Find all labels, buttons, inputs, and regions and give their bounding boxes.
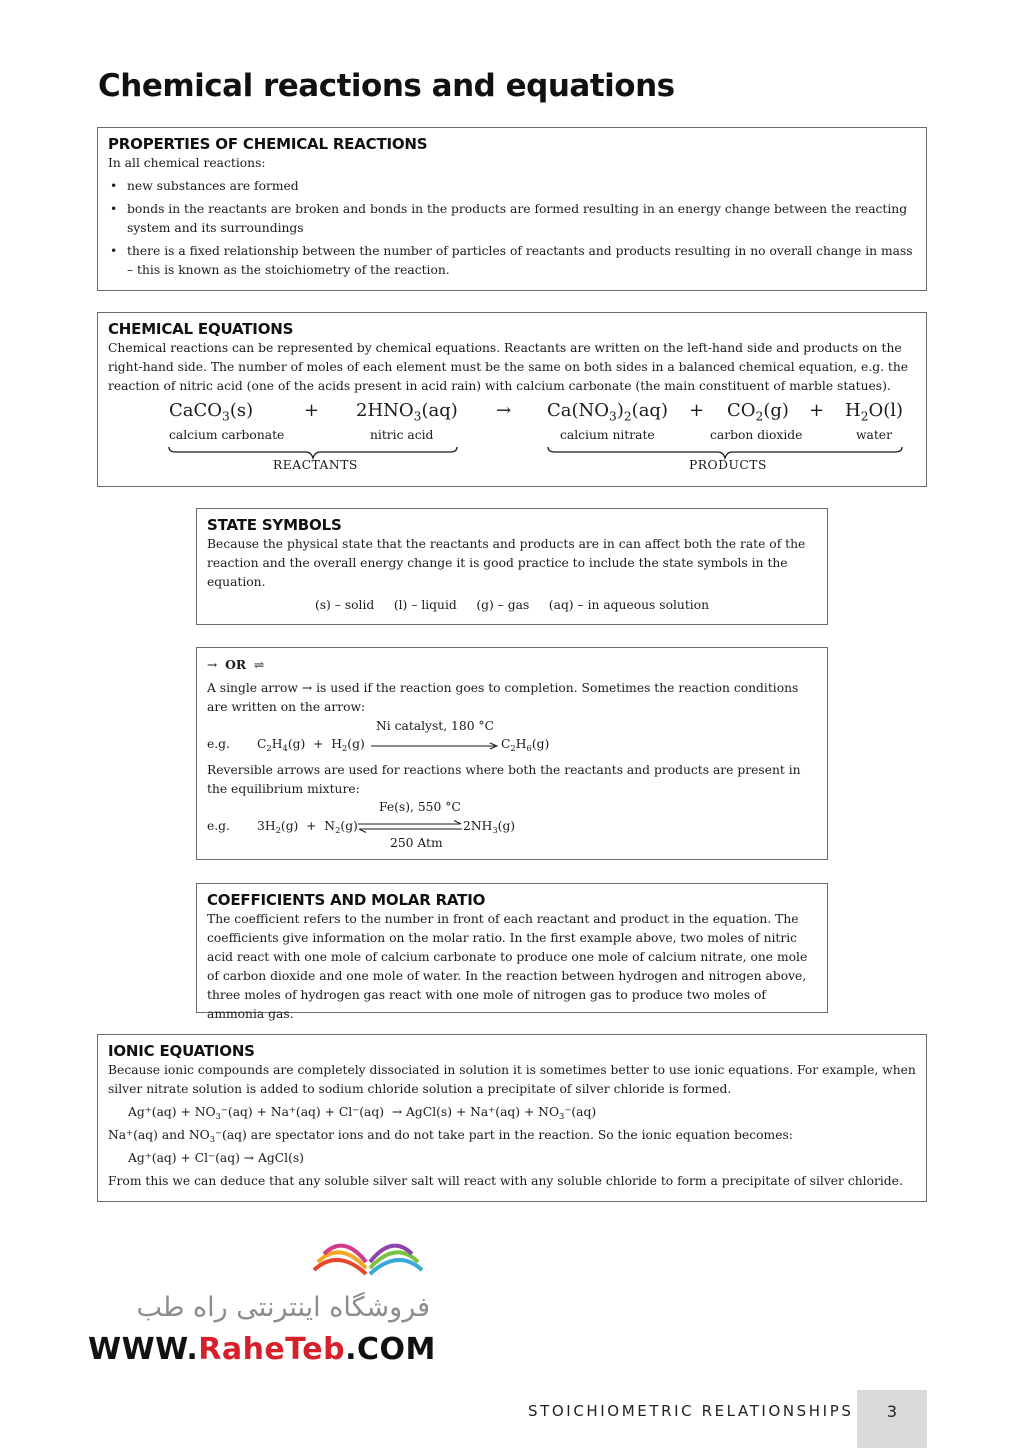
name-caco3: calcium carbonate xyxy=(169,428,285,442)
list-item: • bonds in the reactants are broken and bonds in the products are formed resulting in an energy change between the reacting system and its surroundings xyxy=(108,200,916,238)
equations-box xyxy=(97,312,927,487)
name-hno3: nitric acid xyxy=(370,428,434,442)
balanced-equation xyxy=(108,400,916,480)
ionic-heading: IONIC EQUATIONS xyxy=(108,1042,255,1060)
watermark-url xyxy=(88,1332,436,1367)
spectator-tail: are spectator ions and do not take part in the reaction. So the ionic equation becomes: xyxy=(246,1128,793,1142)
equations-body: Chemical reactions can be represented by chemical equations. Reactants are written on the left-hand side and products on the right-hand side. The number of moles of each element must be the same on both sides in a balanced chemical equation, e.g. the reaction of nitric acid (one of the acids present in acid rain) with calcium carbonate (the main constituent of marble statues). xyxy=(108,341,909,393)
url-brand: RaheTeb xyxy=(198,1332,346,1367)
plus-sign: + xyxy=(689,400,705,421)
full-ionic-equation: $Ag^+(aq) + NO_3^-(aq) + Na^+(aq) + Cl^-(aq)$ → AgCl(s) + $Na^+(aq) + NO_3^-(aq)$ xyxy=(128,1104,597,1121)
properties-heading: PROPERTIES OF CHEMICAL REACTIONS xyxy=(108,135,428,153)
arrows-heading-or: OR xyxy=(225,657,247,672)
reversible-arrow-icon: ⇌ xyxy=(253,658,265,672)
single-arrow-text: A single arrow → is used if the reaction goes to completion. Sometimes the reaction conditions are written on the arrow: xyxy=(207,681,799,714)
example-1-eg: e.g. xyxy=(207,737,230,751)
reversible-text: Reversible arrows are used for reactions where both the reactants and products are present in the equilibrium mixture: xyxy=(207,763,801,796)
list-item: • new substances are formed xyxy=(108,177,916,196)
plus-sign: + xyxy=(809,400,825,421)
single-arrow-icon: → xyxy=(207,658,218,672)
example-1-reactants: $C_2H_4(g) + H_2(g)$ xyxy=(257,737,365,753)
state-symbols-body: Because the physical state that the reactants and products are in can affect both the rate of the reaction and the overall energy change it is good practice to include the state symbols in the equation. xyxy=(207,537,806,589)
plus-sign: + xyxy=(304,400,320,421)
watermark-persian: فروشگاه اینترنتی راه طب xyxy=(136,1292,430,1323)
properties-box xyxy=(97,127,927,291)
arrows-box xyxy=(196,647,828,860)
example-2 xyxy=(207,799,817,855)
formula-caco3: CaCO$_3$(s) xyxy=(169,400,254,424)
formula-co2: $CO_2(g)$ xyxy=(727,400,789,424)
example-1-product: $C_2H_6(g)$ xyxy=(501,737,550,753)
list-item: • there is a fixed relationship between the number of particles of reactants and products resulting in no overall change in mass – this is known as the stoichiometry of the reaction. xyxy=(108,242,916,280)
properties-list xyxy=(108,177,916,280)
state-symbols-box xyxy=(196,508,828,625)
example-1-conditions: Ni catalyst, 180 °C xyxy=(376,719,494,733)
coefficients-box xyxy=(196,883,828,1021)
example-2-conditions-bottom: 250 Atm xyxy=(390,836,443,850)
page-number-box xyxy=(857,1390,927,1448)
net-ionic-equation: Ag+(aq) + Cl−(aq) → AgCl(s) xyxy=(128,1150,304,1165)
page-number: 3 xyxy=(886,1402,898,1421)
ionic-body: Because ionic compounds are completely dissociated in solution it is sometimes better to use ionic equations. For example, when silver nitrate solution is added to sodium chloride solution a precipitate of silver chloride is formed. xyxy=(108,1063,916,1096)
reactants-label: REACTANTS xyxy=(273,458,358,472)
arrows-heading xyxy=(207,655,817,675)
url-prefix: WWW. xyxy=(88,1332,199,1367)
formula-hno3: $2HNO_3(aq)$ xyxy=(356,400,458,424)
coefficients-body: The coefficient refers to the number in front of each reactant and product in the equation. The coefficients give information on the molar ratio. In the first example above, two moles of nitric acid react with one mole of calcium carbonate to produce one mole of calcium nitrate, one mole of carbon dioxide and one mole of water. In the reaction between hydrogen and nitrogen above, three moles of hydrogen gas react with one mole of nitrogen gas to produce two moles of ammonia gas. xyxy=(207,912,808,1021)
book-logo-icon xyxy=(308,1230,428,1288)
name-h2o: water xyxy=(856,428,892,442)
state-symbols-heading: STATE SYMBOLS xyxy=(207,516,342,534)
reaction-arrow: → xyxy=(496,400,512,421)
equilibrium-arrow-icon xyxy=(356,820,464,834)
watermark-logo xyxy=(86,1228,436,1368)
example-1 xyxy=(207,717,817,761)
name-co2: carbon dioxide xyxy=(710,428,803,442)
formula-cano3: $Ca(NO_3)_2(aq)$ xyxy=(547,400,668,424)
example-2-reactants: $3H_2(g) + N_2(g)$ xyxy=(257,819,358,835)
state-symbols-list: (s) – solid (l) – liquid (g) – gas (aq) – in aqueous solution xyxy=(314,598,710,612)
name-cano3: calcium nitrate xyxy=(560,428,655,442)
formula-h2o: $H_2O(l)$ xyxy=(845,400,904,424)
spectator-text: Na+(aq) and $NO_3^-(aq)$ are spectator ions and do not take part in the reaction. So the ionic equation becomes: xyxy=(108,1127,793,1144)
products-label: PRODUCTS xyxy=(689,458,767,472)
equations-heading: CHEMICAL EQUATIONS xyxy=(108,320,294,338)
example-2-conditions-top: Fe(s), 550 °C xyxy=(379,800,461,814)
page-title: Chemical reactions and equations xyxy=(98,68,675,104)
example-1-arrow xyxy=(371,741,501,751)
footer-section-title: STOICHIOMETRIC RELATIONSHIPS xyxy=(528,1402,854,1420)
example-2-product: $2NH_3(g)$ xyxy=(463,819,516,835)
ionic-conclusion: From this we can deduce that any soluble silver salt will react with any soluble chloride to form a precipitate of silver chloride. xyxy=(108,1174,903,1188)
coefficients-heading: COEFFICIENTS AND MOLAR RATIO xyxy=(207,891,486,909)
properties-intro: In all chemical reactions: xyxy=(108,156,266,170)
url-suffix: .COM xyxy=(345,1332,436,1367)
example-2-eg: e.g. xyxy=(207,819,230,833)
ionic-box xyxy=(97,1034,927,1202)
